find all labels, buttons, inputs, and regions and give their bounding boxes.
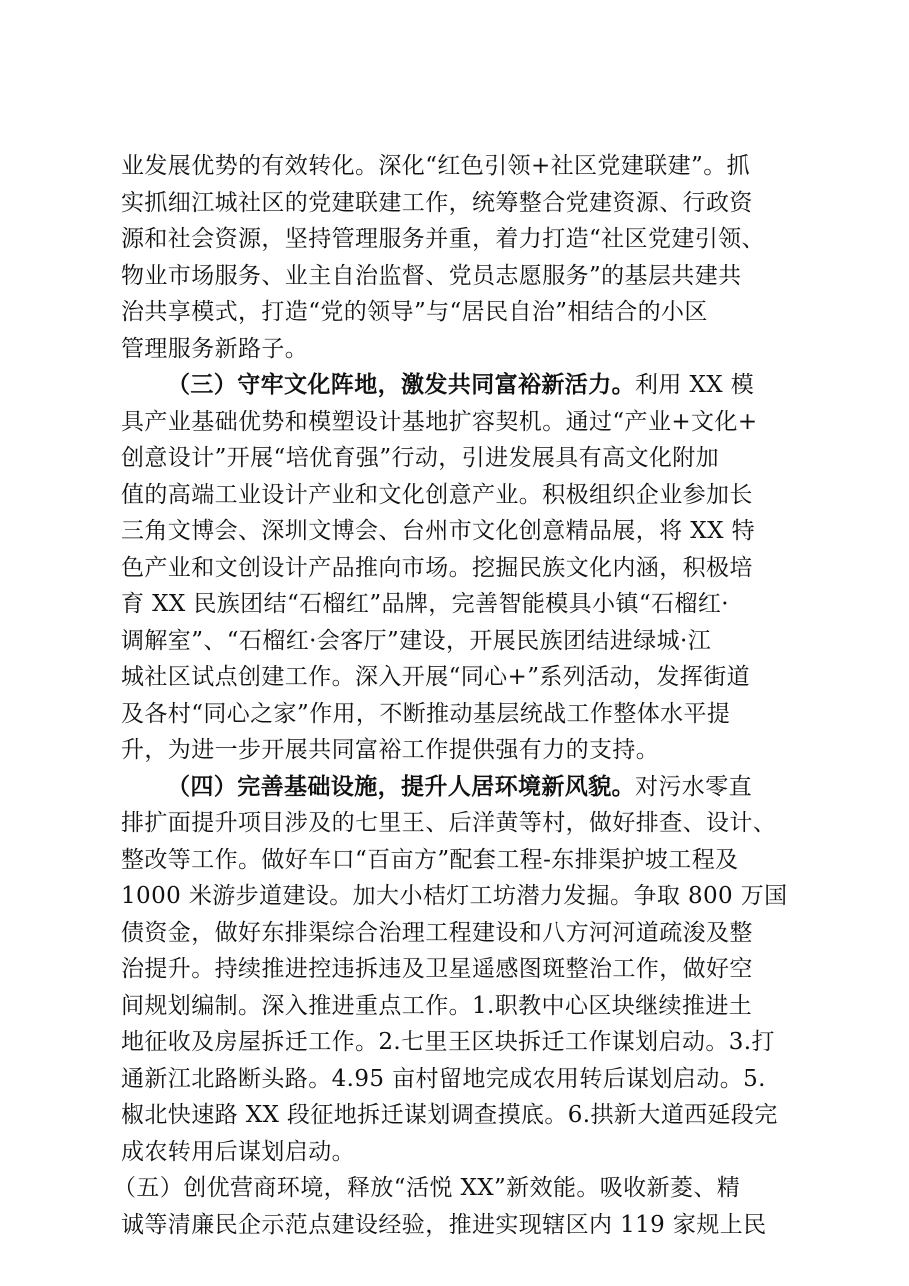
section-heading: （三）守牢文化阵地，激发共同富裕新活力。 bbox=[167, 371, 635, 398]
text-line: 间规划编制。深入推进重点工作。1.职教中心区块继续推进土 bbox=[121, 992, 753, 1019]
text-line: 源和社会资源，坚持管理服务并重，着力打造“社区党建引领、 bbox=[121, 226, 765, 252]
text-run: 利用 XX 模 bbox=[635, 372, 755, 398]
section-heading-line bbox=[121, 769, 795, 806]
text-line: 升，为进一步开展共同富裕工作提供强有力的支持。 bbox=[121, 737, 660, 763]
text-line: 城社区试点创建工作。深入开展“同心+”系列活动，发挥街道 bbox=[121, 664, 750, 690]
text-line: 值的高端工业设计产业和文化创意产业。积极组织企业参加长 bbox=[121, 481, 753, 508]
text-line: 创意设计”开展“培优育强”行动，引进发展具有高文化附加 bbox=[121, 445, 720, 471]
section-heading: （四）完善基础设施，提升人居环境新风貌。 bbox=[167, 772, 635, 800]
text-line: 育 XX 民族团结“石榴红”品牌，完善智能模具小镇“石榴红· bbox=[121, 591, 729, 617]
text-line: 色产业和文创设计产品推向市场。挖掘民族文化内涵，积极培 bbox=[121, 554, 753, 581]
body-text bbox=[113, 148, 795, 1243]
text-line: 治提升。持续推进控违拆违及卫星遥感图斑整治工作，做好空 bbox=[121, 956, 753, 982]
section-heading-line bbox=[121, 367, 795, 404]
text-line: 及各村“同心之家”作用，不断推动基层统战工作整体水平提 bbox=[121, 700, 731, 727]
text-line: 椒北快速路 XX 段征地拆迁谋划调查摸底。6.拱新大道西延段完 bbox=[121, 1102, 778, 1128]
text-line: 诚等清廉民企示范点建设经验，推进实现辖区内 119 家规上民 bbox=[121, 1211, 767, 1238]
text-line: 排扩面提升项目涉及的七里王、后洋黄等村，做好排查、设计、 bbox=[121, 810, 777, 836]
text-line: 调解室”、“石榴红·会客厅”建设，开展民族团结进绿城·江 bbox=[121, 627, 712, 654]
text-line: 整改等工作。做好车口“百亩方”配套工程-东排渠护坡工程及 bbox=[121, 846, 739, 873]
text-line: 具产业基础优势和模塑设计基地扩容契机。通过“产业+文化+ bbox=[121, 408, 758, 435]
text-line: 实抓细江城社区的党建联建工作，统筹整合党建资源、行政资 bbox=[121, 189, 753, 216]
text-line: 成农转用后谋划启动。 bbox=[121, 1138, 355, 1165]
text-line: 业发展优势的有效转化。深化“红色引领+社区党建联建”。抓 bbox=[121, 153, 750, 179]
text-line: 1000 米游步道建设。加大小桔灯工坊潜力发掘。争取 800 万国 bbox=[121, 883, 788, 909]
text-line: 管理服务新路子。 bbox=[121, 335, 309, 362]
text-line: 通新江北路断头路。4.95 亩村留地完成农用转后谋划启动。5. bbox=[121, 1065, 766, 1092]
text-run: 对污水零直 bbox=[635, 773, 752, 800]
text-line: 债资金，做好东排渠综合治理工程建设和八方河河道疏浚及整 bbox=[121, 919, 753, 946]
text-line: 三角文博会、深圳文博会、台州市文化创意精品展，将 XX 特 bbox=[121, 518, 755, 544]
text-line: 地征收及房屋拆迁工作。2.七里王区块拆迁工作谋划启动。3.打 bbox=[121, 1029, 775, 1055]
text-line: 物业市场服务、业主自治监督、党员志愿服务”的基层共建共 bbox=[121, 262, 742, 289]
text-line: 治共享模式，打造“党的领导”与“居民自治”相结合的小区 bbox=[121, 299, 708, 325]
text-line: （五）创优营商环境，释放“活悦 XX”新效能。吸收新菱、精 bbox=[113, 1175, 741, 1201]
